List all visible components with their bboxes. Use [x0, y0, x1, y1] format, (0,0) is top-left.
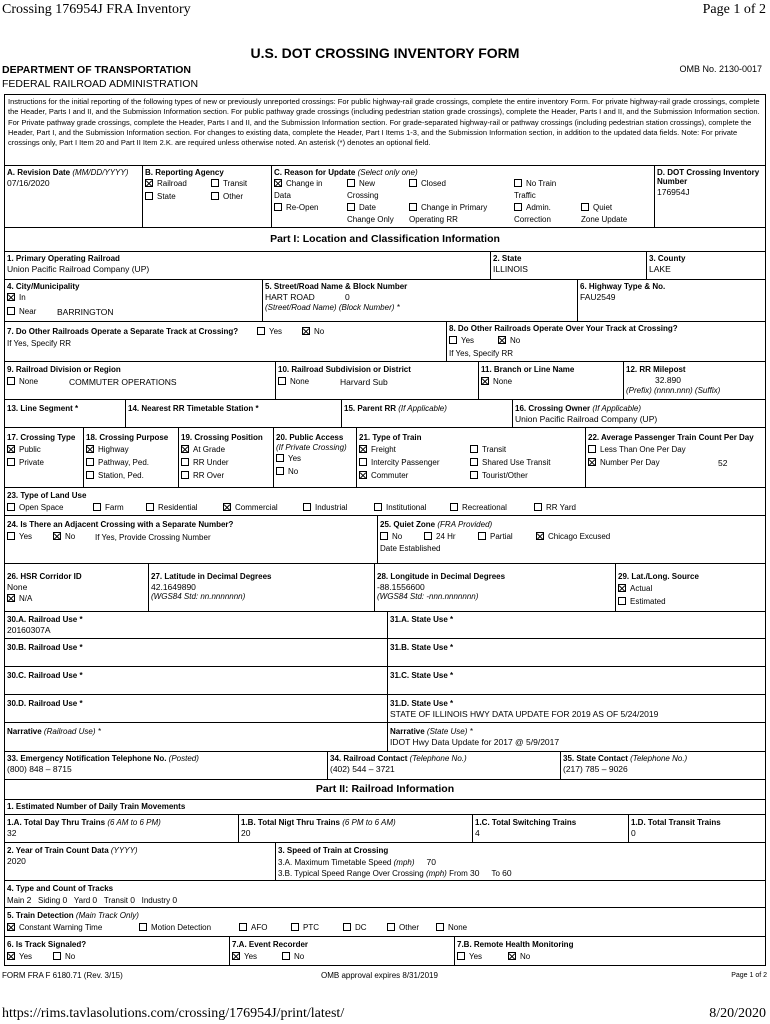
field-7-label: 7. Do Other Railroads Operate a Separate Track at Crossing? [7, 327, 239, 336]
checkbox[interactable] [409, 179, 417, 187]
checkbox-checked[interactable] [588, 458, 596, 466]
checkbox[interactable] [347, 179, 355, 187]
checkbox[interactable] [211, 179, 219, 187]
detection-afo[interactable]: AFO [239, 923, 267, 933]
checkbox[interactable] [181, 471, 189, 479]
field-26-label: 26. HSR Corridor ID [7, 572, 82, 581]
checkbox[interactable] [534, 503, 542, 511]
field-23-label: 23. Type of Land Use [7, 491, 87, 500]
train-intercity[interactable]: Intercity Passenger [359, 458, 439, 468]
checkbox[interactable] [139, 923, 147, 931]
checkbox-checked[interactable] [618, 584, 626, 592]
field-9-value: COMMUTER OPERATIONS [69, 377, 177, 387]
checkbox[interactable] [291, 923, 299, 931]
detection-other[interactable]: Other [387, 923, 419, 933]
train-freight[interactable]: Freight [359, 445, 396, 455]
field-9-none[interactable]: None [7, 377, 38, 387]
signaled-no[interactable]: No [53, 952, 75, 962]
field-18-label: 18. Crossing Purpose [86, 433, 169, 442]
part2-5-label: 5. Train Detection (Main Track Only) [7, 911, 139, 920]
form-text: Data [274, 191, 291, 200]
reason-new-crossing[interactable]: New [347, 179, 375, 189]
checkbox[interactable] [343, 923, 351, 931]
checkbox-checked[interactable] [359, 445, 367, 453]
reason-closed[interactable]: Closed [409, 179, 446, 189]
checkbox[interactable] [7, 458, 15, 466]
checkbox[interactable] [436, 923, 444, 931]
print-date: 8/20/2020 [709, 1006, 766, 1021]
field-3-value: LAKE [649, 264, 671, 274]
land-rr-yard[interactable]: RR Yard [534, 503, 576, 513]
position-at-grade[interactable]: At Grade [181, 445, 225, 455]
adjacent-no[interactable]: No [53, 532, 75, 542]
checkbox[interactable] [618, 597, 626, 605]
train-shared-use[interactable]: Shared Use Transit [470, 458, 550, 468]
purpose-station[interactable]: Station, Ped. [86, 471, 144, 481]
access-yes[interactable]: Yes [276, 454, 301, 464]
field-35-label: 35. State Contact (Telephone No.) [563, 754, 688, 763]
print-page-count: Page 1 of 2 [702, 2, 766, 17]
checkbox[interactable] [93, 503, 101, 511]
field-29-label: 29. Lat./Long. Source [618, 572, 699, 581]
adjacent-yes[interactable]: Yes [7, 532, 32, 542]
quiet-partial[interactable]: Partial [478, 532, 513, 542]
checkbox[interactable] [470, 471, 478, 479]
land-industrial[interactable]: Industrial [303, 503, 347, 513]
checkbox-checked[interactable] [508, 952, 516, 960]
part2-1d-label: 1.D. Total Transit Trains [631, 818, 721, 827]
part2-2-value: 2020 [7, 856, 26, 866]
field-28-label: 28. Longitude in Decimal Degrees [377, 572, 506, 581]
checkbox[interactable] [514, 203, 522, 211]
part2-1-label: 1. Estimated Number of Daily Train Movements [7, 802, 186, 811]
checkbox[interactable] [274, 203, 282, 211]
form-text: (WGS84 Std: -nnn.nnnnnnn) [377, 592, 479, 601]
narrative-state-value: IDOT Hwy Data Update for 2017 @ 5/9/2017 [390, 737, 560, 747]
field-5-block: 0 [345, 292, 350, 302]
field-5-label: 5. Street/Road Name & Block Number [265, 282, 408, 291]
checkbox-checked[interactable] [302, 327, 310, 335]
field-6-label: 6. Highway Type & No. [580, 282, 666, 291]
field-10-value: Harvard Sub [340, 377, 388, 387]
detection-motion[interactable]: Motion Detection [139, 923, 211, 933]
reason-no-train-traffic[interactable]: No Train [514, 179, 556, 189]
field-8-yes[interactable]: Yes [449, 336, 474, 346]
reason-date-change[interactable]: Date [347, 203, 376, 213]
inventory-form [4, 94, 766, 966]
checkbox[interactable] [145, 192, 153, 200]
signaled-yes[interactable]: Yes [7, 952, 32, 962]
checkbox[interactable] [457, 952, 465, 960]
form-text: (WGS84 Std: nn.nnnnnnn) [151, 592, 246, 601]
reason-reopen[interactable]: Re-Open [274, 203, 318, 213]
form-text: (Prefix) (nnnn.nnn) (Suffix) [626, 386, 721, 395]
checkbox-checked[interactable] [274, 179, 282, 187]
reason-change-in-data[interactable]: Change in [274, 179, 322, 189]
city-near-option[interactable]: Near [7, 307, 36, 317]
checkbox[interactable] [450, 503, 458, 511]
checkbox[interactable] [581, 203, 589, 211]
field-13-label: 13. Line Segment * [7, 404, 79, 413]
form-text: Operating RR [409, 215, 458, 224]
position-rr-under[interactable]: RR Under [181, 458, 229, 468]
checkbox-checked[interactable] [7, 445, 15, 453]
instructions: Instructions for the initial reporting of the following types of new or previously unreported crossings: For public highway-rail grade crossings, complete the entire inventory Form. For private highway-rail grade crossings, complete the Header, Parts I and II, and the Submission Information section. For public pathway grade crossings (including pedestrian station grade crossings), complete the Header, Parts I and II, and the Submission Information section. For Private pathway grade crossings, complete the Header, Parts I and II, and the Submission Information section. For grade-separated highway-rail or pathway crossings (including pedestrian station crossings), complete the Header, Part I, and the Submission Information section. For changes to existing data, complete the Header, Part I Items 1-3, and the Submission Information section, in addition to the updated data fields. Note: For private crossings only, Part I Item 20 and Part II Item 2.K. are required unless otherwise noted. An asterisk (*) denotes an optional field. [8, 97, 760, 148]
checkbox[interactable] [276, 454, 284, 462]
field-10-label: 10. Railroad Subdivision or District [278, 365, 411, 374]
checkbox[interactable] [86, 471, 94, 479]
checkbox[interactable] [146, 503, 154, 511]
field-10-none[interactable]: None [278, 377, 309, 387]
field-20-label: 20. Public Access [276, 433, 344, 442]
field-34-label: 34. Railroad Contact (Telephone No.) [330, 754, 467, 763]
checkbox[interactable] [181, 458, 189, 466]
checkbox-checked[interactable] [498, 336, 506, 344]
field-2-label: 2. State [493, 254, 522, 263]
checkbox[interactable] [7, 532, 15, 540]
narrative-rr-label: Narrative (Railroad Use) * [7, 727, 101, 736]
form-text: Zone Update [581, 215, 628, 224]
land-institutional[interactable]: Institutional [374, 503, 426, 513]
field-31b-label: 31.B. State Use * [390, 643, 454, 652]
field-4-value: BARRINGTON [57, 307, 114, 317]
checkbox[interactable] [86, 458, 94, 466]
part2-3-label: 3. Speed of Train at Crossing [278, 846, 389, 855]
field-7-yes[interactable]: Yes [257, 327, 282, 337]
part2-1d-value: 0 [631, 828, 636, 838]
narrative-state-label: Narrative (State Use) * [390, 727, 473, 736]
reason-admin-correction[interactable]: Admin. [514, 203, 551, 213]
part2-1b-label: 1.B. Total Nigt Thru Trains (6 PM to 6 AM) [241, 818, 396, 827]
part2-1a-label: 1.A. Total Day Thru Trains (6 AM to 6 PM) [7, 818, 161, 827]
field-31d-label: 31.D. State Use * [390, 699, 454, 708]
print-page-title: Crossing 176954J FRA Inventory [2, 2, 191, 17]
revision-date-label: A. Revision Date (MM/DD/YYYY) [7, 168, 129, 177]
field-9-label: 9. Railroad Division or Region [7, 365, 121, 374]
field-30d-label: 30.D. Railroad Use * [7, 699, 83, 708]
quiet-24hr[interactable]: 24 Hr [424, 532, 456, 542]
field-5-street: HART ROAD [265, 292, 315, 302]
type-private[interactable]: Private [7, 458, 44, 468]
monitoring-yes[interactable]: Yes [457, 952, 482, 962]
field-31d-value: STATE OF ILLINOIS HWY DATA UPDATE FOR 2019 AS OF 5/24/2019 [390, 709, 659, 719]
checkbox-checked[interactable] [223, 503, 231, 511]
field-30b-label: 30.B. Railroad Use * [7, 643, 83, 652]
form-text: Traffic [514, 191, 536, 200]
dot-number-value: 176954J [657, 187, 690, 197]
revision-date-value: 07/16/2020 [7, 178, 50, 188]
part2-1a-value: 32 [7, 828, 17, 838]
field-2-value: ILLINOIS [493, 264, 528, 274]
checkbox[interactable] [470, 445, 478, 453]
field-12-value: 32.890 [655, 375, 681, 385]
field-30a-value: 20160307A [7, 625, 51, 635]
checkbox[interactable] [359, 458, 367, 466]
source-actual[interactable]: Actual [618, 584, 652, 594]
checkbox-checked[interactable] [536, 532, 544, 540]
form-text: Crossing [347, 191, 379, 200]
checkbox-checked[interactable] [7, 952, 15, 960]
land-recreational[interactable]: Recreational [450, 503, 507, 513]
checkbox[interactable] [7, 503, 15, 511]
checkbox[interactable] [470, 458, 478, 466]
hsr-na[interactable]: N/A [7, 594, 32, 604]
field-33-value: (800) 848 – 8715 [7, 764, 72, 774]
detection-ptc[interactable]: PTC [291, 923, 319, 933]
checkbox[interactable] [282, 952, 290, 960]
field-19-label: 19. Crossing Position [181, 433, 263, 442]
checkbox[interactable] [409, 203, 417, 211]
reporting-agency-label: B. Reporting Agency [145, 168, 224, 177]
checkbox-checked[interactable] [145, 179, 153, 187]
form-text: If Yes, Specify RR [7, 339, 72, 348]
purpose-pathway[interactable]: Pathway, Ped. [86, 458, 149, 468]
agency-transit[interactable]: Transit [211, 179, 247, 189]
checkbox-checked[interactable] [7, 293, 15, 301]
field-11-none[interactable]: None [481, 377, 512, 387]
field-33-label: 33. Emergency Notification Telephone No. (Posted) [7, 754, 199, 763]
land-commercial[interactable]: Commercial [223, 503, 278, 513]
checkbox-checked[interactable] [359, 471, 367, 479]
position-rr-over[interactable]: RR Over [181, 471, 224, 481]
detection-constant-warning[interactable]: Constant Warning Time [7, 923, 102, 933]
field-15-label: 15. Parent RR (If Applicable) [344, 404, 447, 413]
field-16-value: Union Pacific Railroad Company (UP) [515, 414, 658, 424]
checkbox-checked[interactable] [86, 445, 94, 453]
checkbox[interactable] [588, 445, 596, 453]
purpose-highway[interactable]: Highway [86, 445, 129, 455]
access-no[interactable]: No [276, 467, 298, 477]
type-public[interactable]: Public [7, 445, 41, 455]
field-24-label: 24. Is There an Adjacent Crossing with a Separate Number? [7, 520, 234, 529]
checkbox[interactable] [380, 532, 388, 540]
checkbox[interactable] [303, 503, 311, 511]
agency-railroad[interactable]: Railroad [145, 179, 187, 189]
part2-4-label: 4. Type and Count of Tracks [7, 884, 114, 893]
field-6-value: FAU2549 [580, 292, 616, 302]
form-text: Correction [514, 215, 551, 224]
field-4-label: 4. City/Municipality [7, 282, 80, 291]
part2-4-values: Main 2 Siding 0 Yard 0 Transit 0 Industry 0 [7, 895, 178, 905]
count-number-per-day[interactable]: Number Per Day [588, 458, 660, 468]
checkbox[interactable] [7, 377, 15, 385]
form-page: Page 1 of 2 [731, 972, 767, 979]
checkbox[interactable] [478, 532, 486, 540]
checkbox[interactable] [211, 192, 219, 200]
field-26-value: None [7, 582, 28, 592]
checkbox-checked[interactable] [181, 445, 189, 453]
checkbox[interactable] [7, 307, 15, 315]
land-farm[interactable]: Farm [93, 503, 124, 513]
quiet-chicago-excused[interactable]: Chicago Excused [536, 532, 610, 542]
form-title: U.S. DOT CROSSING INVENTORY FORM [250, 45, 520, 61]
part2-3a: 3.A. Maximum Timetable Speed (mph) 70 [278, 857, 436, 867]
field-11-label: 11. Branch or Line Name [481, 365, 575, 374]
checkbox[interactable] [257, 327, 265, 335]
land-open-space[interactable]: Open Space [7, 503, 63, 513]
field-25-label: 25. Quiet Zone (FRA Provided) [380, 520, 493, 529]
print-url: https://rims.tavlasolutions.com/crossing/176954J/print/latest/ [2, 1006, 345, 1021]
detection-dc[interactable]: DC [343, 923, 367, 933]
land-residential[interactable]: Residential [146, 503, 198, 513]
train-transit[interactable]: Transit [470, 445, 506, 455]
form-number: FORM FRA F 6180.71 (Rev. 3/15) [2, 971, 123, 980]
checkbox[interactable] [374, 503, 382, 511]
field-22-label: 22. Average Passenger Train Count Per Day [588, 433, 754, 442]
monitoring-no[interactable]: No [508, 952, 530, 962]
field-8-label: 8. Do Other Railroads Operate Over Your Track at Crossing? [449, 324, 678, 333]
field-3-label: 3. County [649, 254, 686, 263]
field-16-label: 16. Crossing Owner (If Applicable) [515, 404, 641, 413]
field-12-label: 12. RR Milepost [626, 365, 686, 374]
dot-number-label: D. DOT Crossing Inventory [657, 168, 760, 177]
checkbox[interactable] [278, 377, 286, 385]
department-name: DEPARTMENT OF TRANSPORTATION [2, 64, 191, 76]
checkbox[interactable] [53, 952, 61, 960]
field-14-label: 14. Nearest RR Timetable Station * [128, 404, 259, 413]
field-1-label: 1. Primary Operating Railroad [7, 254, 120, 263]
part2-1b-value: 20 [241, 828, 251, 838]
checkbox[interactable] [449, 336, 457, 344]
checkbox[interactable] [276, 467, 284, 475]
checkbox[interactable] [239, 923, 247, 931]
part2-2-label: 2. Year of Train Count Data (YYYY) [7, 846, 138, 855]
form-text: Change Only [347, 215, 394, 224]
part2-7a-label: 7.A. Event Recorder [232, 940, 309, 949]
quiet-no[interactable]: No [380, 532, 402, 542]
field-17-label: 17. Crossing Type [7, 433, 76, 442]
checkbox[interactable] [424, 532, 432, 540]
checkbox-checked[interactable] [232, 952, 240, 960]
field-30a-label: 30.A. Railroad Use * [7, 615, 83, 624]
part2-7b-label: 7.B. Remote Health Monitoring [457, 940, 574, 949]
form-text: (If Private Crossing) [276, 443, 347, 452]
checkbox[interactable] [387, 923, 395, 931]
form-text: Number [657, 177, 688, 186]
checkbox-checked[interactable] [481, 377, 489, 385]
form-text: If Yes, Specify RR [449, 349, 514, 358]
field-34-value: (402) 544 – 3721 [330, 764, 395, 774]
field-28-value: -88.1556600 [377, 582, 425, 592]
checkbox-checked[interactable] [7, 594, 15, 602]
agency-other[interactable]: Other [211, 192, 243, 202]
source-estimated[interactable]: Estimated [618, 597, 666, 607]
field-8-no[interactable]: No [498, 336, 520, 346]
field-27-value: 42.1649890 [151, 582, 196, 592]
reason-quiet-zone-update[interactable]: Quiet [581, 203, 612, 213]
field-27-label: 27. Latitude in Decimal Degrees [151, 572, 272, 581]
administration-name: FEDERAL RAILROAD ADMINISTRATION [2, 78, 199, 90]
part1-title: Part I: Location and Classification Information [270, 233, 500, 245]
agency-state[interactable]: State [145, 192, 176, 202]
part2-title: Part II: Railroad Information [315, 783, 455, 795]
checkbox[interactable] [347, 203, 355, 211]
reason-change-primary-rr[interactable]: Change in Primary [409, 203, 487, 213]
checkbox-checked[interactable] [53, 532, 61, 540]
form-text: (Street/Road Name) (Block Number) * [265, 303, 400, 312]
part2-3b: 3.B. Typical Speed Range Over Crossing (mph) From 30 To 60 [278, 868, 512, 878]
recorder-no[interactable]: No [282, 952, 304, 962]
detection-none[interactable]: None [436, 923, 467, 933]
checkbox-checked[interactable] [7, 923, 15, 931]
field-7-no[interactable]: No [302, 327, 324, 337]
part2-6-label: 6. Is Track Signaled? [7, 940, 87, 949]
part2-1c-value: 4 [475, 828, 480, 838]
recorder-yes[interactable]: Yes [232, 952, 257, 962]
omb-expiry: OMB approval expires 8/31/2019 [321, 971, 438, 980]
field-30c-label: 30.C. Railroad Use * [7, 671, 83, 680]
form-text: Date Established [380, 544, 441, 553]
form-text: If Yes, Provide Crossing Number [95, 533, 211, 542]
omb-number: OMB No. 2130-0017 [679, 64, 762, 74]
train-commuter[interactable]: Commuter [359, 471, 408, 481]
count-less-than-one[interactable]: Less Than One Per Day [588, 445, 686, 455]
train-tourist[interactable]: Tourist/Other [470, 471, 528, 481]
reason-label: C. Reason for Update (Select only one) [274, 168, 418, 177]
field-1-value: Union Pacific Railroad Company (UP) [7, 264, 150, 274]
city-in-option[interactable]: In [7, 293, 26, 303]
part2-1c-label: 1.C. Total Switching Trains [475, 818, 577, 827]
field-21-label: 21. Type of Train [359, 433, 422, 442]
checkbox[interactable] [514, 179, 522, 187]
field-31c-label: 31.C. State Use * [390, 671, 454, 680]
field-31a-label: 31.A. State Use * [390, 615, 454, 624]
field-35-value: (217) 785 – 9026 [563, 764, 628, 774]
field-22-value: 52 [718, 458, 728, 468]
